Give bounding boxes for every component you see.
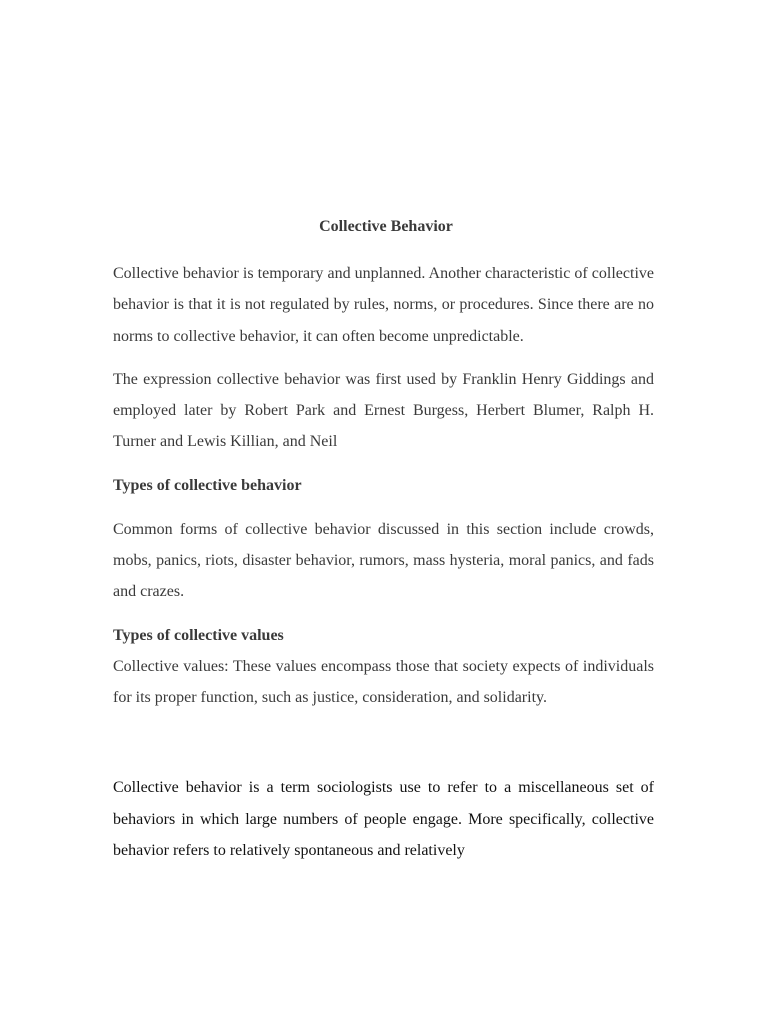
- paragraph-spacer: [113, 725, 654, 772]
- paragraph-common-forms: Common forms of collective behavior discussed in this section include crowds, mobs, panics, riots, disaster behavior, rumors, mass hysteria, moral panics, and fads and crazes.: [113, 520, 654, 601]
- heading-types-of-collective-behavior: Types of collective behavior: [113, 476, 302, 494]
- heading-types-of-collective-values: Types of collective values: [113, 626, 284, 644]
- document-title: Collective Behavior: [319, 218, 453, 235]
- paragraph-temporary-unplanned: Collective behavior is temporary and unplanned. Another characteristic of collective behavior is that it is not regulated by rules, norms, or procedures. Since there are no norms to collective behavior, it can often become unpredictable.: [113, 265, 654, 345]
- paragraph-term-definition: Collective behavior is a term sociologists use to refer to a miscellaneous set of behaviors in which large numbers of people engage. More specifically, collective behavior refers to relatively spontaneous and relatively: [113, 779, 654, 859]
- paragraph-collective-values: Collective values: These values encompass those that society expects of individuals for its proper function, such as justice, consideration, and solidarity.: [113, 657, 654, 706]
- document-page: [113, 214, 654, 878]
- paragraph-expression-origin: The expression collective behavior was first used by Franklin Henry Giddings and employed later by Robert Park and Ernest Burgess, Herbert Blumer, Ralph H. Turner and Lewis Killian, and Neil: [113, 370, 654, 451]
